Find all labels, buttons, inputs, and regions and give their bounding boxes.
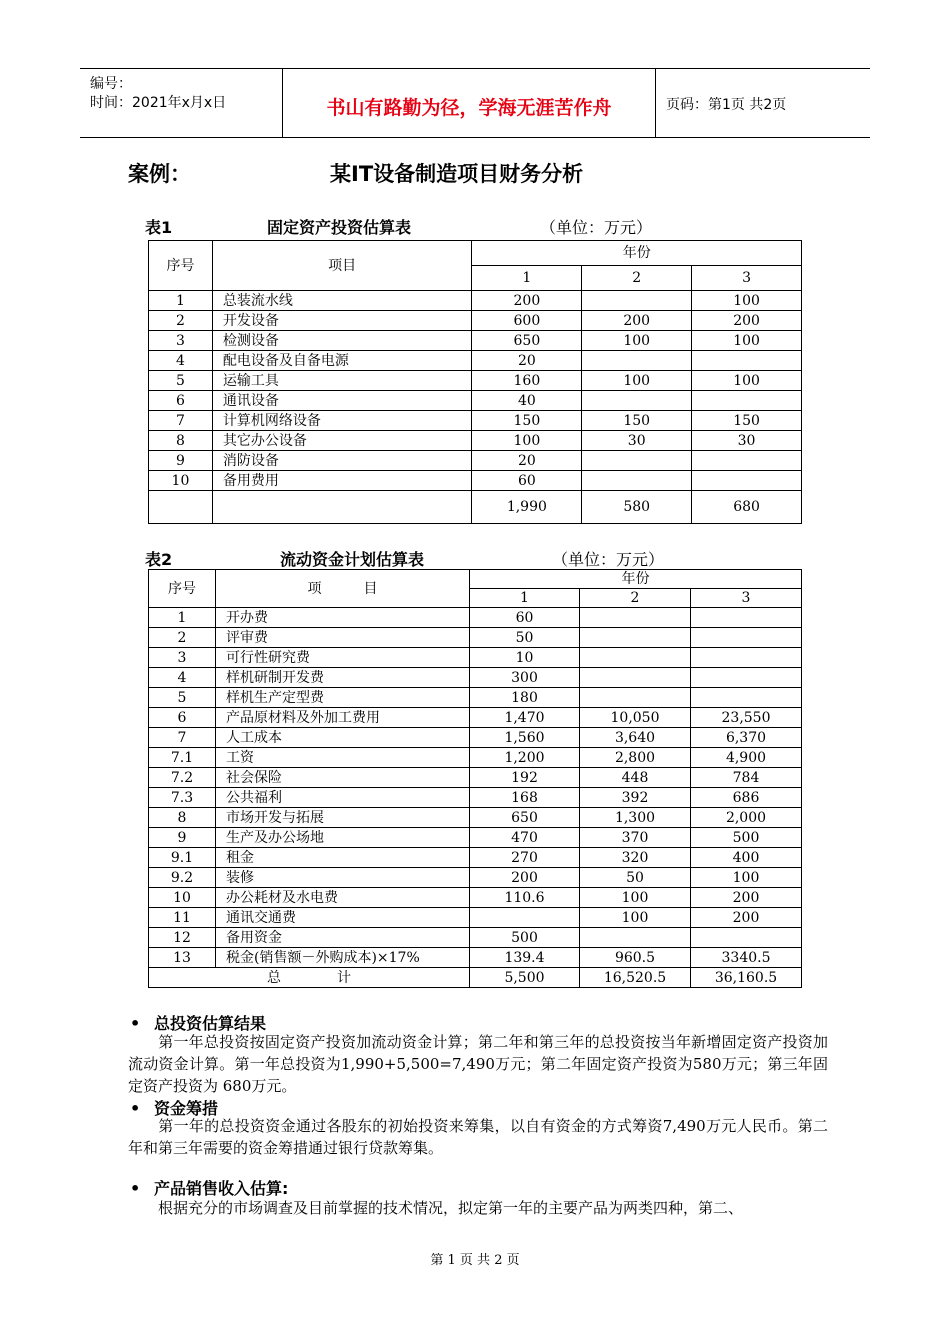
row-seq: 7 <box>149 411 213 431</box>
bullet-icon: • <box>130 1099 141 1118</box>
table2-caption: 表2 <box>145 550 173 569</box>
row-year3: 784 <box>691 768 802 788</box>
row-year1: 270 <box>470 848 580 868</box>
row-year2: 100 <box>580 888 691 908</box>
row-item: 通讯交通费 <box>216 908 470 928</box>
row-year3 <box>692 451 802 471</box>
row-year3 <box>691 928 802 948</box>
row-year3 <box>691 688 802 708</box>
row-year3: 30 <box>692 431 802 451</box>
row-year3: 100 <box>691 868 802 888</box>
table1-year-1: 1 <box>472 266 582 291</box>
table1-header-seq: 序号 <box>149 241 213 291</box>
row-year1: 150 <box>472 411 582 431</box>
row-year3: 500 <box>691 828 802 848</box>
row-seq: 5 <box>149 688 216 708</box>
row-year3: 100 <box>692 291 802 311</box>
table-row <box>149 331 802 351</box>
row-year1: 168 <box>470 788 580 808</box>
row-item: 租金 <box>216 848 470 868</box>
row-item: 社会保险 <box>216 768 470 788</box>
table1-total-y2: 580 <box>582 491 692 524</box>
row-year1: 200 <box>470 868 580 888</box>
header-page-label: 页码：第1页 共2页 <box>666 97 787 113</box>
row-year3: 6,370 <box>691 728 802 748</box>
row-year2: 320 <box>580 848 691 868</box>
row-seq: 2 <box>149 628 216 648</box>
row-year2 <box>580 648 691 668</box>
row-item: 评审费 <box>216 628 470 648</box>
table1-year-3: 3 <box>692 266 802 291</box>
row-year2: 50 <box>580 868 691 888</box>
row-item: 通讯设备 <box>212 391 472 411</box>
table1-caption: 表1 <box>145 218 173 237</box>
row-year3: 150 <box>692 411 802 431</box>
header-right-cell <box>656 69 870 137</box>
table-row <box>149 928 802 948</box>
table1-header-year: 年份 <box>472 241 802 266</box>
row-item: 计算机网络设备 <box>212 411 472 431</box>
row-year2 <box>580 928 691 948</box>
row-year1: 20 <box>472 351 582 371</box>
row-seq: 8 <box>149 808 216 828</box>
row-item: 运输工具 <box>212 371 472 391</box>
row-year3: 200 <box>692 311 802 331</box>
table-row <box>149 391 802 411</box>
table2-header-item: 项 目 <box>216 570 470 608</box>
row-year1: 300 <box>470 668 580 688</box>
table2-header-year: 年份 <box>470 570 802 589</box>
table1-total-y1: 1,990 <box>472 491 582 524</box>
row-year1: 50 <box>470 628 580 648</box>
table-row <box>149 291 802 311</box>
row-year3: 3340.5 <box>691 948 802 968</box>
table2-header-seq: 序号 <box>149 570 216 608</box>
row-seq: 4 <box>149 351 213 371</box>
row-year2 <box>582 291 692 311</box>
row-seq: 9.1 <box>149 848 216 868</box>
row-seq: 6 <box>149 391 213 411</box>
table1-total-row <box>149 491 802 524</box>
table-row <box>149 788 802 808</box>
paragraph-text: 根据充分的市场调查及目前掌握的技术情况，拟定第一年的主要产品为两类四种，第二、 <box>158 1199 744 1217</box>
row-seq: 2 <box>149 311 213 331</box>
row-seq: 6 <box>149 708 216 728</box>
row-year1: 470 <box>470 828 580 848</box>
paragraph-text: 第一年的总投资资金通过各股东的初始投资来筹集，以自有资金的方式筹资7,490万元人民币。第二年和第三年需要的资金筹措通过银行贷款筹集。 <box>128 1117 828 1157</box>
row-year2: 100 <box>580 908 691 928</box>
row-year1: 192 <box>470 768 580 788</box>
row-year1: 160 <box>472 371 582 391</box>
table-row <box>149 908 802 928</box>
page-header <box>80 68 870 138</box>
row-year2 <box>582 451 692 471</box>
table1-unit: （单位：万元） <box>540 218 653 237</box>
row-year1: 1,560 <box>470 728 580 748</box>
row-item: 市场开发与拓展 <box>216 808 470 828</box>
document-title: 某IT设备制造项目财务分析 <box>330 162 584 186</box>
row-item: 税金(销售额－外购成本)×17% <box>216 948 470 968</box>
row-year2 <box>582 391 692 411</box>
row-seq: 3 <box>149 331 213 351</box>
row-year3 <box>691 628 802 648</box>
header-date-label: 时间：2021年x月x日 <box>90 95 227 111</box>
row-year2: 150 <box>582 411 692 431</box>
table-row <box>149 688 802 708</box>
row-year2: 370 <box>580 828 691 848</box>
table-row <box>149 311 802 331</box>
table-row <box>149 868 802 888</box>
row-year1: 100 <box>472 431 582 451</box>
row-year3: 4,900 <box>691 748 802 768</box>
section-funding-text <box>128 1115 828 1159</box>
row-year1: 600 <box>472 311 582 331</box>
table-row <box>149 431 802 451</box>
row-item: 办公耗材及水电费 <box>216 888 470 908</box>
header-motto: 书山有路勤为径，学海无涯苦作舟 <box>326 97 612 119</box>
bullet-icon: • <box>130 1014 141 1033</box>
row-item: 产品原材料及外加工费用 <box>216 708 470 728</box>
row-seq: 1 <box>149 291 213 311</box>
row-year2 <box>582 351 692 371</box>
row-item: 公共福利 <box>216 788 470 808</box>
row-item: 消防设备 <box>212 451 472 471</box>
row-year3: 100 <box>692 331 802 351</box>
section-sales-title <box>130 1176 288 1199</box>
row-seq: 13 <box>149 948 216 968</box>
row-year1: 40 <box>472 391 582 411</box>
row-item: 人工成本 <box>216 728 470 748</box>
row-item: 生产及办公场地 <box>216 828 470 848</box>
table-row <box>149 808 802 828</box>
row-year2 <box>580 628 691 648</box>
row-item: 配电设备及自备电源 <box>212 351 472 371</box>
row-item: 可行性研究费 <box>216 648 470 668</box>
row-year3: 23,550 <box>691 708 802 728</box>
row-year3: 2,000 <box>691 808 802 828</box>
row-item: 备用费用 <box>212 471 472 491</box>
row-seq: 9 <box>149 451 213 471</box>
row-year1 <box>470 908 580 928</box>
header-number-label: 编号： <box>90 76 132 92</box>
table1-header-item: 项目 <box>212 241 472 291</box>
row-year3 <box>691 668 802 688</box>
row-seq: 8 <box>149 431 213 451</box>
table2-total-label: 总 计 <box>149 968 470 988</box>
table1-total-seq <box>149 491 213 524</box>
table-row <box>149 648 802 668</box>
row-seq: 4 <box>149 668 216 688</box>
row-seq: 7 <box>149 728 216 748</box>
table2-total-row <box>149 968 802 988</box>
row-year1: 20 <box>472 451 582 471</box>
row-year1: 1,200 <box>470 748 580 768</box>
row-year3 <box>692 471 802 491</box>
row-year1: 60 <box>472 471 582 491</box>
row-year2: 3,640 <box>580 728 691 748</box>
row-year3 <box>691 608 802 628</box>
row-year1: 1,470 <box>470 708 580 728</box>
row-item: 开办费 <box>216 608 470 628</box>
table2-name: 流动资金计划估算表 <box>280 550 425 569</box>
row-seq: 9.2 <box>149 868 216 888</box>
row-item: 工资 <box>216 748 470 768</box>
table-row <box>149 411 802 431</box>
row-year2: 100 <box>582 331 692 351</box>
row-year2 <box>580 688 691 708</box>
row-seq: 1 <box>149 608 216 628</box>
row-seq: 5 <box>149 371 213 391</box>
row-year1: 60 <box>470 608 580 628</box>
row-seq: 7.2 <box>149 768 216 788</box>
row-year2: 10,050 <box>580 708 691 728</box>
row-year3 <box>691 648 802 668</box>
row-seq: 7.3 <box>149 788 216 808</box>
row-seq: 7.1 <box>149 748 216 768</box>
row-year3: 200 <box>691 908 802 928</box>
row-year1: 200 <box>472 291 582 311</box>
table-row <box>149 948 802 968</box>
row-seq: 3 <box>149 648 216 668</box>
table-row <box>149 828 802 848</box>
row-year1: 650 <box>470 808 580 828</box>
row-year3: 200 <box>691 888 802 908</box>
table-row <box>149 888 802 908</box>
row-year3 <box>692 391 802 411</box>
row-year2: 2,800 <box>580 748 691 768</box>
section-title-text: 产品销售收入估算: <box>154 1179 289 1198</box>
table-row <box>149 628 802 648</box>
table-row <box>149 608 802 628</box>
table2-year-2: 2 <box>580 589 691 608</box>
row-year1: 650 <box>472 331 582 351</box>
row-item: 总装流水线 <box>212 291 472 311</box>
section-total-investment-text <box>128 1031 828 1097</box>
row-year3: 400 <box>691 848 802 868</box>
row-year2: 30 <box>582 431 692 451</box>
row-item: 装修 <box>216 868 470 888</box>
row-year2: 200 <box>582 311 692 331</box>
table2-year-3: 3 <box>691 589 802 608</box>
row-seq: 10 <box>149 888 216 908</box>
row-year2: 1,300 <box>580 808 691 828</box>
section-title-text: 总投资估算结果 <box>154 1014 267 1033</box>
table2-total-y1: 5,500 <box>470 968 580 988</box>
table1-total-item <box>212 491 472 524</box>
table-row <box>149 451 802 471</box>
table2-total-y3: 36,160.5 <box>691 968 802 988</box>
working-capital-table <box>148 569 802 988</box>
row-item: 开发设备 <box>212 311 472 331</box>
row-seq: 11 <box>149 908 216 928</box>
table1-total-y3: 680 <box>692 491 802 524</box>
table2-total-y2: 16,520.5 <box>580 968 691 988</box>
row-seq: 9 <box>149 828 216 848</box>
row-item: 样机生产定型费 <box>216 688 470 708</box>
table2-year-1: 1 <box>470 589 580 608</box>
table-row <box>149 768 802 788</box>
row-item: 样机研制开发费 <box>216 668 470 688</box>
table-row <box>149 708 802 728</box>
row-seq: 10 <box>149 471 213 491</box>
table-row <box>149 668 802 688</box>
row-year2: 960.5 <box>580 948 691 968</box>
row-year3: 686 <box>691 788 802 808</box>
header-left-cell <box>80 69 283 137</box>
case-label: 案例： <box>128 162 191 186</box>
row-item: 其它办公设备 <box>212 431 472 451</box>
paragraph-text: 第一年总投资按固定资产投资加流动资金计算；第二年和第三年的总投资按当年新增固定资产投资加流动资金计算。第一年总投资为1,990+5,500=7,490万元；第二年固定资产投资为580万元；第三年固定资产投资为 680万元。 <box>128 1033 828 1095</box>
table-row <box>149 351 802 371</box>
row-year2: 448 <box>580 768 691 788</box>
header-center-cell <box>283 69 656 137</box>
row-year1: 110.6 <box>470 888 580 908</box>
table1-name: 固定资产投资估算表 <box>267 218 412 237</box>
row-seq: 12 <box>149 928 216 948</box>
row-year2: 100 <box>582 371 692 391</box>
row-year3: 100 <box>692 371 802 391</box>
table-row <box>149 371 802 391</box>
row-year3 <box>692 351 802 371</box>
bullet-icon: • <box>130 1179 141 1198</box>
table-row <box>149 471 802 491</box>
row-year2: 392 <box>580 788 691 808</box>
table2-unit: （单位：万元） <box>552 550 665 569</box>
table-row <box>149 728 802 748</box>
table1-year-2: 2 <box>582 266 692 291</box>
section-sales-text <box>128 1197 828 1219</box>
row-item: 备用资金 <box>216 928 470 948</box>
row-year1: 10 <box>470 648 580 668</box>
row-year2 <box>582 471 692 491</box>
row-year1: 139.4 <box>470 948 580 968</box>
row-year1: 180 <box>470 688 580 708</box>
table-row <box>149 748 802 768</box>
row-year2 <box>580 608 691 628</box>
page-footer: 第 1 页 共 2 页 <box>430 1253 520 1268</box>
row-item: 检测设备 <box>212 331 472 351</box>
row-year2 <box>580 668 691 688</box>
fixed-asset-table <box>148 240 802 524</box>
section-title-text: 资金筹措 <box>154 1099 219 1118</box>
row-year1: 500 <box>470 928 580 948</box>
table-row <box>149 848 802 868</box>
